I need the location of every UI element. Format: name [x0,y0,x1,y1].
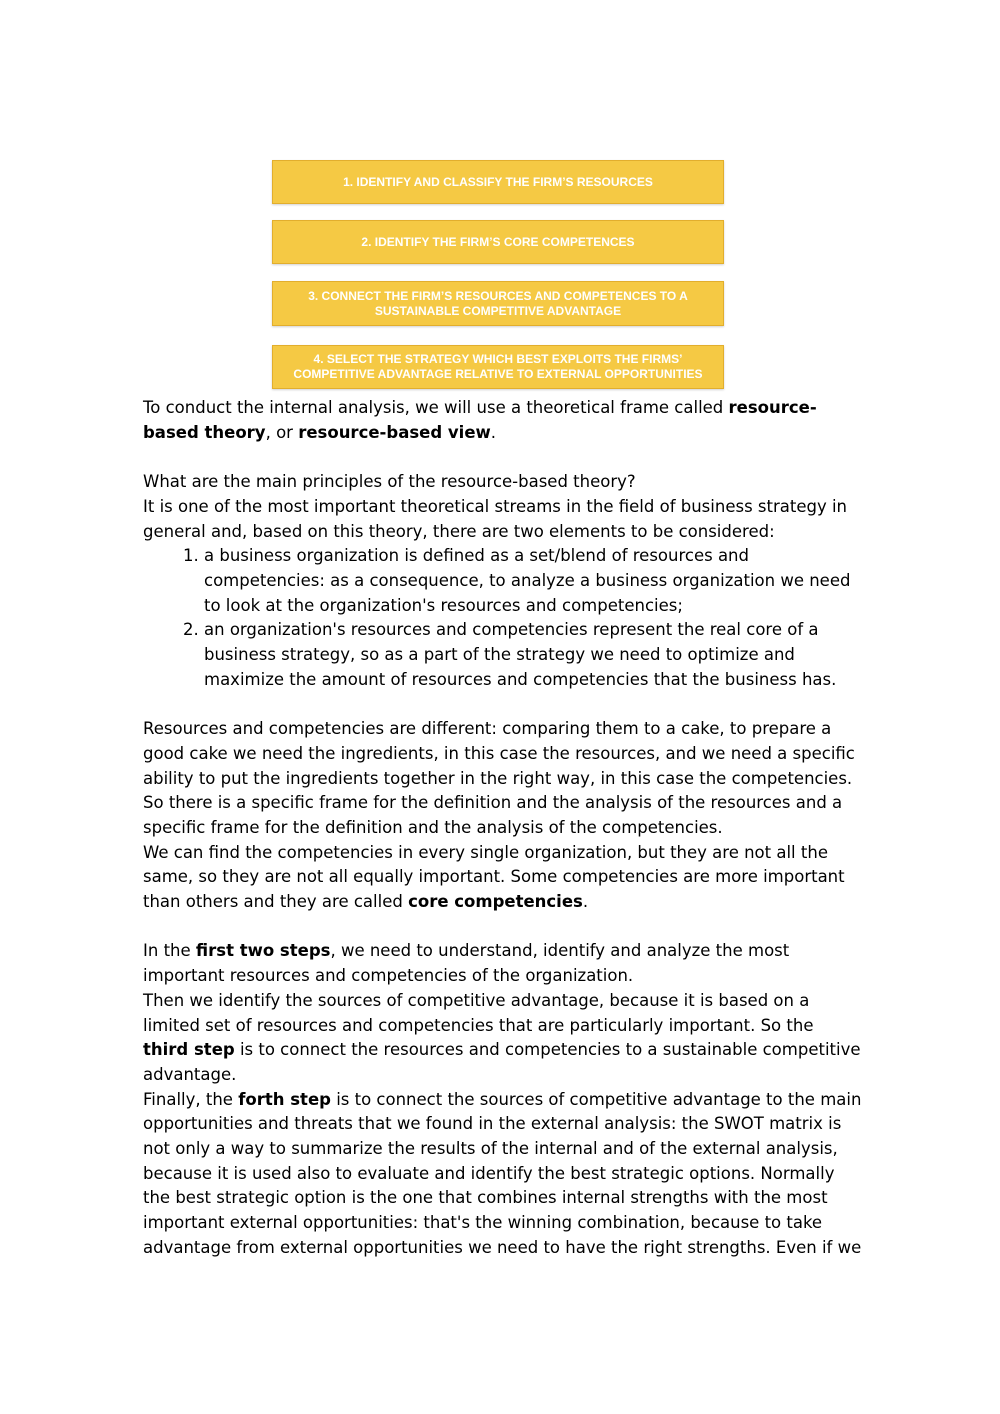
question-line: What are the main principles of the resource-based theory? [143,472,636,492]
text-run: In the [143,941,196,961]
term-first-two-steps: first two steps [195,941,331,961]
step-box-1: 1. IDENTIFY AND CLASSIFY THE FIRM’S RESOURCES [272,160,724,204]
paragraph-theory: It is one of the most important theoretical streams in the field of business strategy in general and, based on this theory, there are two elements to be considered: [143,496,848,541]
list-item: 2. an organization's resources and competencies represent the real core of a business strategy, so as a part of the strategy we need to optimize and maximize the amount of resources and competencies that the business has. [204,618,863,692]
text-run: We can find the competencies in every single organization, but they are not all the same, so they are not all equally important. Some competencies are more important than others and they are called [143,842,845,912]
text-run: , we need to understand, identify and analyze the most important resources and competencies of the organization. [143,941,790,986]
principles-list [143,544,863,692]
step-box-4: 4. SELECT THE STRATEGY WHICH BEST EXPLOITS THE FIRMS’ COMPETITIVE ADVANTAGE RELATIVE TO EXTERNAL OPPORTUNITIES [272,345,724,389]
term-core-competencies: core competencies [408,892,583,912]
text-run: . [490,422,496,442]
text-run: To conduct the internal analysis, we will use a theoretical frame called [143,398,729,417]
text-run: is to connect the resources and competencies to a sustainable competitive advantage. [143,1040,861,1084]
paragraph-core-competencies [143,841,863,915]
paragraph-forth-step [143,1088,863,1261]
step-box-2: 2. IDENTIFY THE FIRM’S CORE COMPETENCES [272,220,724,264]
term-forth-step: forth step [238,1089,331,1109]
text-run: Finally, the [143,1089,239,1109]
term-third-step: third step [143,1040,235,1060]
paragraph-intro [143,396,863,445]
step-box-3: 3. CONNECT THE FIRM’S RESOURCES AND COMPETENCES TO A SUSTAINABLE COMPETITIVE ADVANTAGE [272,281,724,326]
term-resource-based-theory: resource-based theory [143,398,817,442]
list-item: 1. a business organization is defined as a set/blend of resources and competencies: as a consequence, to analyze a business organization we need to look at the organization's resources and competencies; [204,544,863,618]
paragraph-first-steps [143,939,863,988]
document-body [143,396,863,1261]
paragraph-third-step [143,989,863,1088]
term-resource-based-view: resource-based view [298,422,491,442]
text-run: is to connect the sources of competitive advantage to the main opportunities and threats that we found in the external analysis: the SWOT matrix is not only a way to summarize the results of the internal and of the external analysis, because it is used also to evaluate and identify the best strategic options. Normally the best strategic option is the one that combines internal strengths with the most important external opportunities: that's the winning combination, because to take advantage from external opportunities we need to have the right strengths. Even if we [143,1089,862,1257]
paragraph-cake: Resources and competencies are different: comparing them to a cake, to prepare a good cake we need the ingredients, in this case the resources, and we need a specific ability to put the ingredients together in the right way, in this case the competencies. [143,719,855,788]
text-run: Then we identify the sources of competitive advantage, because it is based on a limited set of resources and competencies that are particularly important. So the [143,990,814,1035]
paragraph-frames: So there is a specific frame for the definition and the analysis of the resources and a specific frame for the definition and the analysis of the competencies. [143,793,843,837]
text-run: , or [265,422,299,442]
text-run: . [582,892,589,912]
